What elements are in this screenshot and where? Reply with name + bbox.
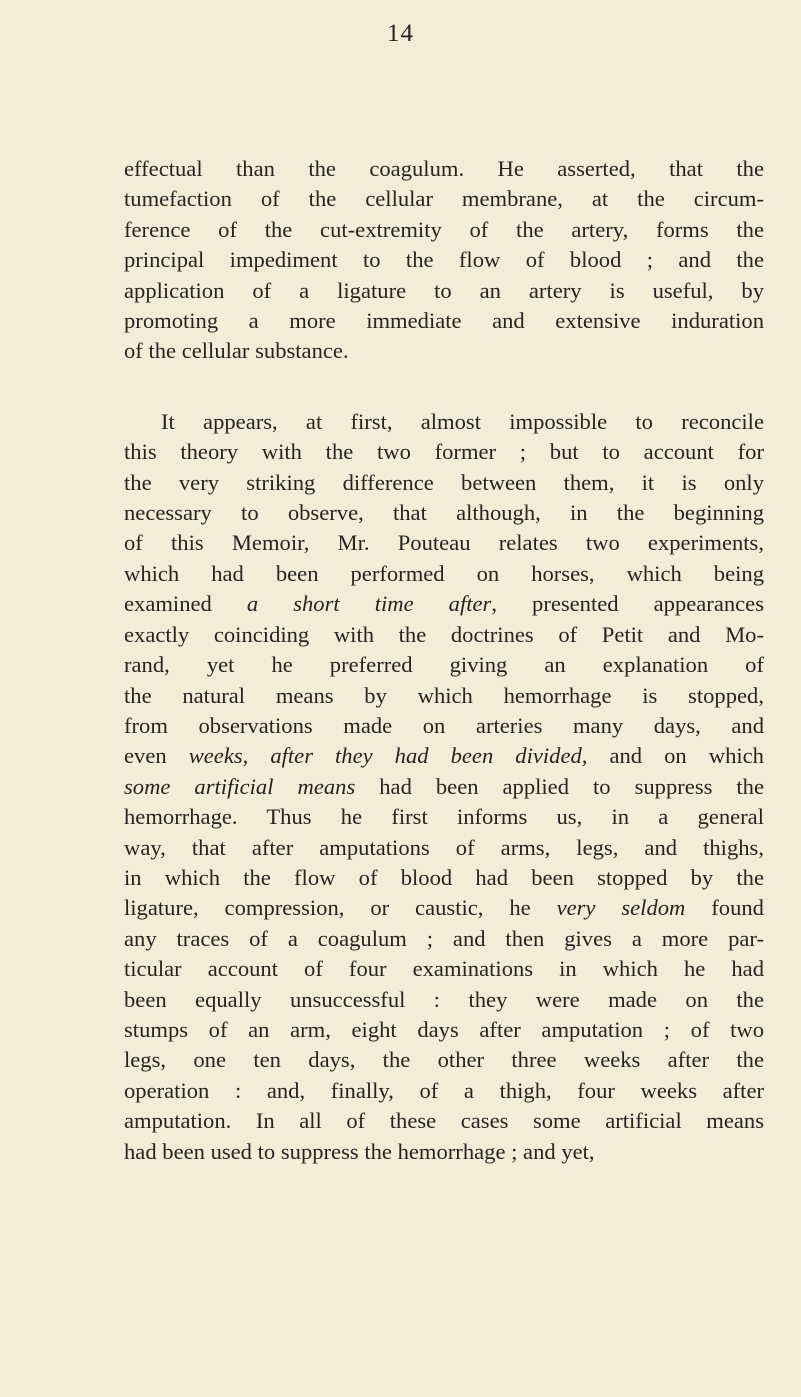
text-line: [124, 276, 764, 306]
text-run: tumefaction of the cellular membrane, at the circum-: [124, 186, 764, 212]
text-line: [124, 336, 764, 366]
page-number: 14: [387, 20, 414, 47]
paragraph: [124, 154, 764, 367]
text-run: examined: [124, 591, 247, 617]
text-line: [124, 924, 764, 954]
text-line: [124, 1137, 764, 1167]
text-line: [124, 681, 764, 711]
text-line: [124, 802, 764, 832]
text-run: any traces of a coagulum ; and then gives a more par-: [124, 925, 764, 951]
text-line: [124, 215, 764, 245]
text-line: [124, 650, 764, 680]
text-line: [124, 1045, 764, 1075]
paragraph-gap: [124, 367, 764, 407]
text-run: exactly coinciding with the doctrines of Petit and Mo-: [124, 621, 764, 647]
text-line: [124, 184, 764, 214]
text-line: [124, 468, 764, 498]
text-run: ference of the cut-extremity of the artery, forms the: [124, 216, 764, 242]
text-run: necessary to observe, that although, in the beginning: [124, 500, 764, 526]
italic-text: a short time after: [246, 591, 492, 617]
text-run: been equally unsuccessful : they were made on the: [124, 986, 764, 1012]
text-run: and on which: [587, 743, 764, 769]
text-line: [124, 245, 764, 275]
text-run: this theory with the two former ; but to account for: [124, 439, 764, 465]
text-run: of this Memoir, Mr. Pouteau relates two experiments,: [124, 530, 764, 556]
text-run: legs, one ten days, the other three weeks after the: [124, 1047, 764, 1073]
text-run: had been used to suppress the hemorrhage ; and yet,: [124, 1138, 595, 1164]
body-text: [124, 154, 764, 1167]
text-line: [124, 1076, 764, 1106]
text-run: of the cellular substance.: [124, 338, 349, 364]
text-run: the very striking difference between them, it is only: [124, 469, 764, 495]
text-line: [124, 589, 764, 619]
text-run: promoting a more immediate and extensive induration: [124, 308, 764, 334]
italic-text: very seldom: [556, 895, 686, 921]
text-line: [124, 154, 764, 184]
italic-text: weeks, after they had been divided,: [188, 743, 588, 769]
text-run: rand, yet he preferred giving an explanation of: [124, 652, 764, 678]
text-line: [124, 498, 764, 528]
text-run: even: [124, 743, 189, 769]
text-line: [124, 559, 764, 589]
text-line: [124, 1106, 764, 1136]
text-line: [124, 620, 764, 650]
text-line: [124, 772, 764, 802]
text-line: [124, 893, 764, 923]
text-run: the natural means by which hemorrhage is stopped,: [124, 682, 764, 708]
text-line: [124, 306, 764, 336]
paragraph: [124, 407, 764, 1167]
text-line: [124, 863, 764, 893]
text-line: [124, 1015, 764, 1045]
text-run: hemorrhage. Thus he first informs us, in a general: [124, 804, 764, 830]
text-run: way, that after amputations of arms, legs, and thighs,: [124, 834, 764, 860]
text-line: [124, 985, 764, 1015]
text-run: , presented appearances: [491, 591, 764, 617]
text-run: which had been performed on horses, which being: [124, 560, 764, 586]
text-line: [124, 833, 764, 863]
text-line: [124, 954, 764, 984]
text-run: found: [685, 895, 764, 921]
text-line: [124, 741, 764, 771]
text-line: [124, 711, 764, 741]
text-run: ligature, compression, or caustic, he: [124, 895, 557, 921]
text-run: effectual than the coagulum. He asserted, that the: [124, 156, 764, 181]
text-run: operation : and, finally, of a thigh, four weeks after: [124, 1077, 764, 1103]
text-line: [124, 528, 764, 558]
text-run: amputation. In all of these cases some artificial means: [124, 1108, 764, 1134]
text-run: ticular account of four examinations in which he had: [124, 956, 764, 982]
italic-text: some artificial means: [124, 773, 356, 799]
text-line: [124, 407, 764, 437]
text-run: application of a ligature to an artery is useful, by: [124, 277, 764, 303]
text-run: stumps of an arm, eight days after amputation ; of two: [124, 1016, 764, 1042]
text-run: in which the flow of blood had been stopped by the: [124, 864, 764, 890]
text-run: principal impediment to the flow of blood ; and the: [124, 247, 764, 273]
text-run: from observations made on arteries many days, and: [124, 712, 764, 738]
text-run: It appears, at first, almost impossible to reconcile: [161, 408, 764, 434]
text-line: [124, 437, 764, 467]
text-run: had been applied to suppress the: [355, 773, 764, 799]
